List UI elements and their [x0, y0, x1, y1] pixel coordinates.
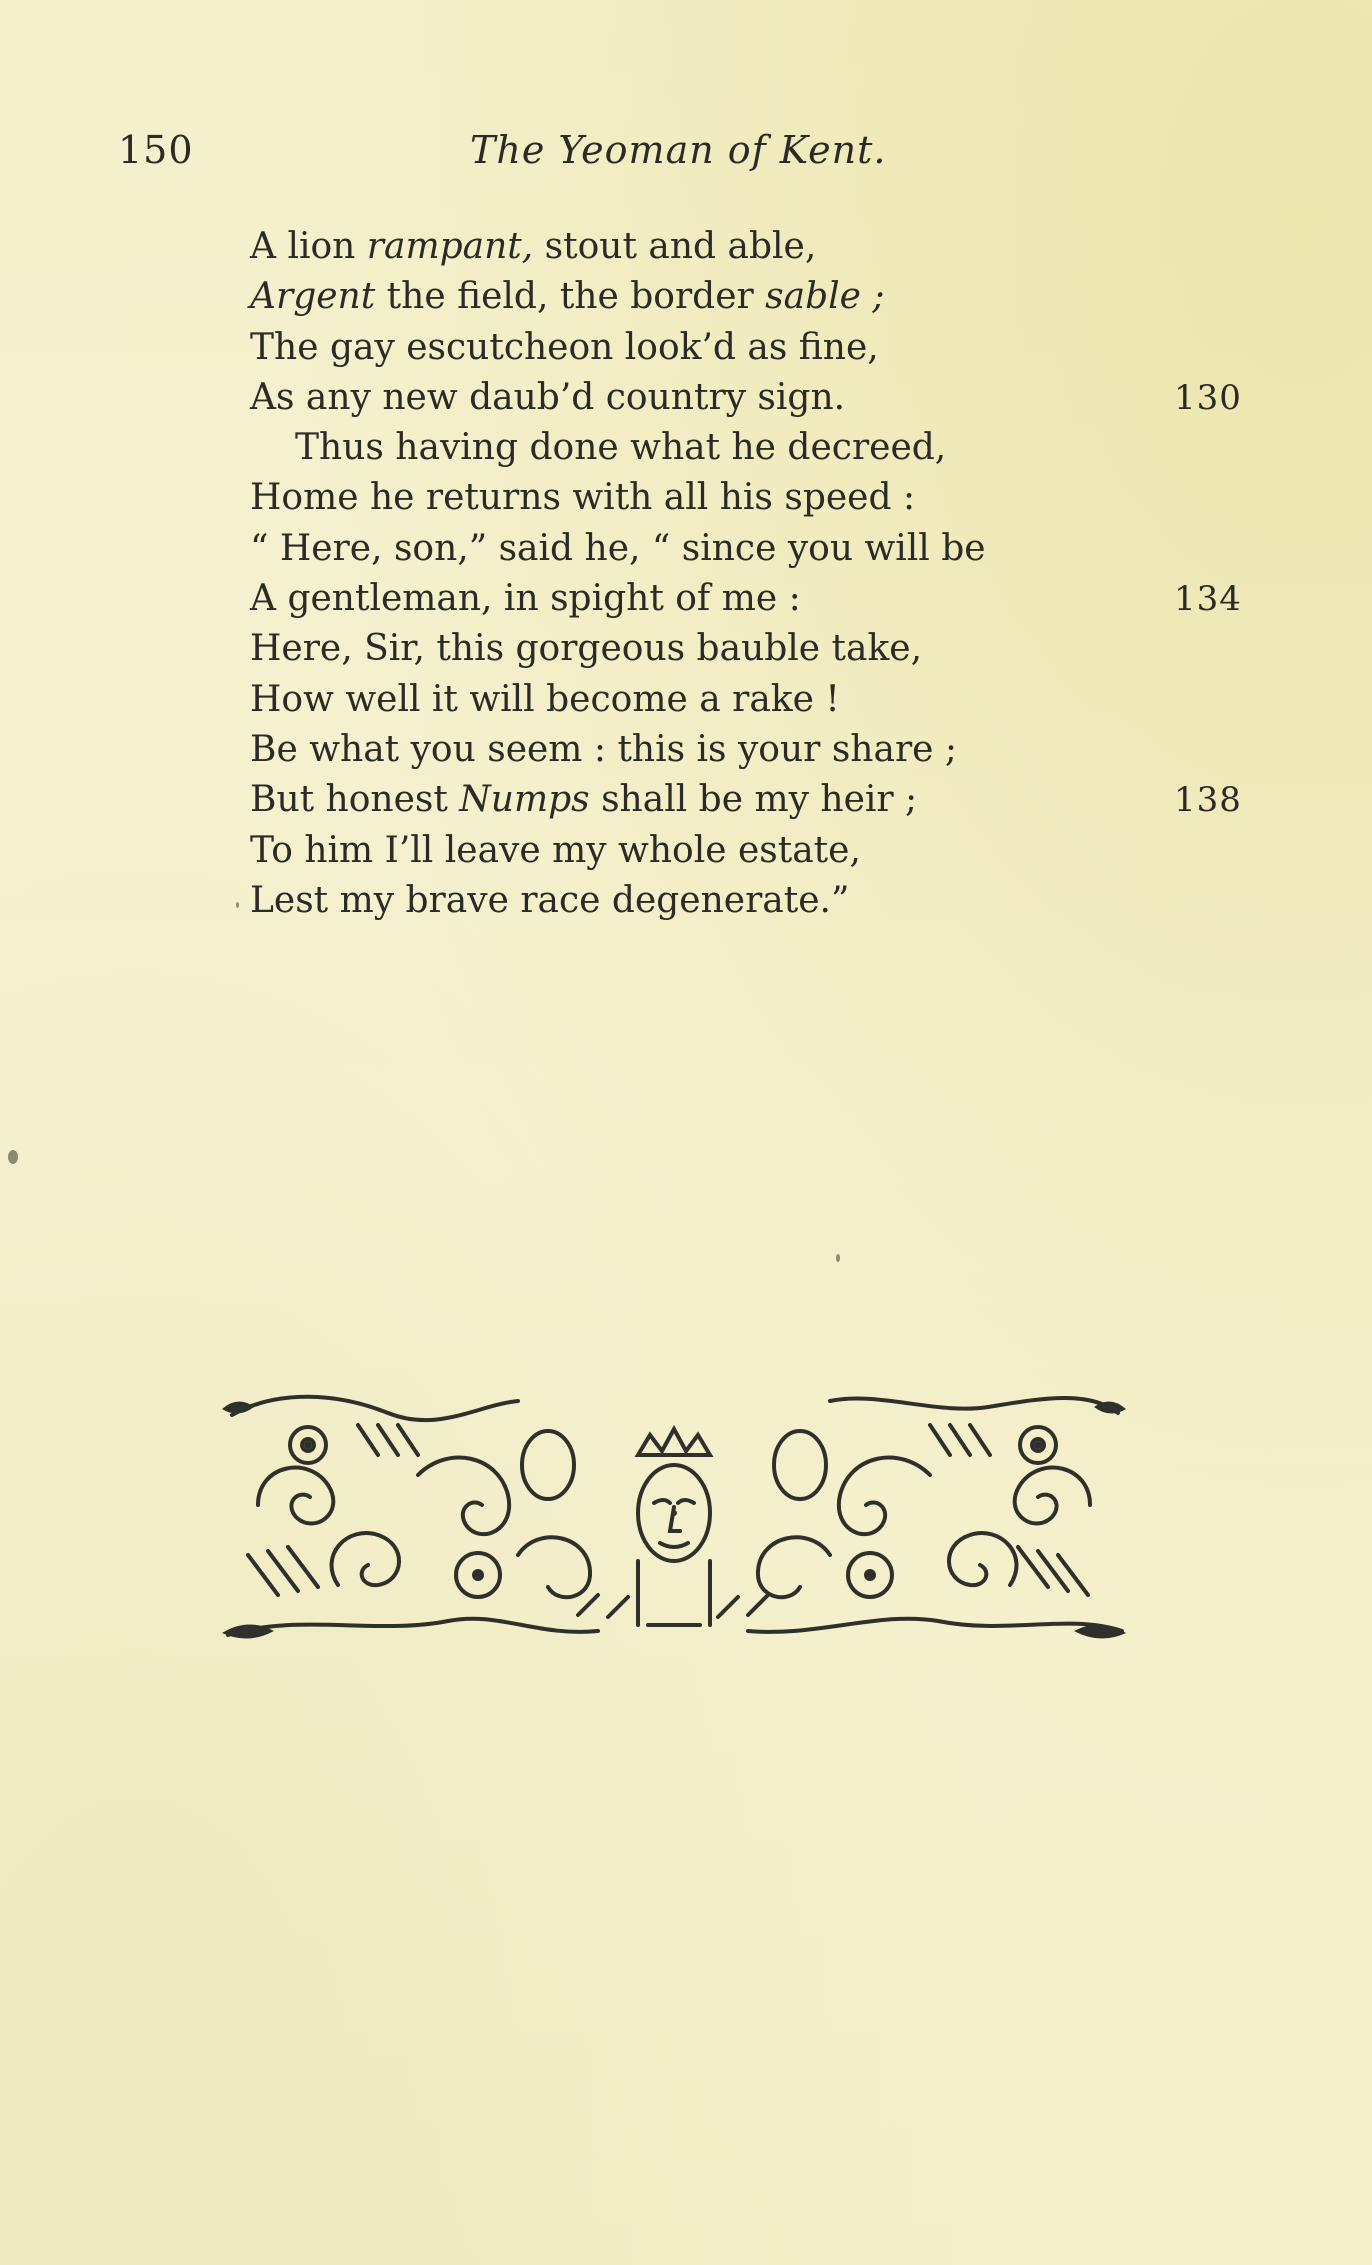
poem-line-text	[250, 276, 885, 317]
poem-line	[250, 876, 1250, 926]
line-number: 134	[1174, 579, 1242, 620]
poem-line	[250, 222, 1250, 272]
text-run: Lest my brave race degenerate.”	[250, 879, 850, 921]
poem-body	[250, 222, 1250, 926]
poem-line-text	[250, 578, 801, 619]
text-run: The gay escutcheon look’d as fine,	[250, 326, 879, 368]
text-run: Here, Sir, this gorgeous bauble take,	[250, 628, 923, 670]
running-head	[118, 128, 1238, 178]
poem-line	[250, 775, 1250, 825]
text-run: As any new daub’d country sign.	[250, 376, 846, 418]
poem-line	[250, 524, 1250, 574]
text-run: shall be my heir ;	[589, 779, 918, 821]
poem-line-text	[250, 880, 849, 921]
poem-line-text	[250, 779, 917, 820]
poem-line-text	[250, 226, 816, 267]
poem-line	[250, 675, 1250, 725]
text-run: How well it will become a rake !	[250, 678, 840, 720]
text-run: A lion	[250, 226, 367, 267]
text-run: stout and able,	[533, 226, 817, 267]
text-run: Be what you seem : this is your share ;	[250, 728, 958, 770]
poem-line	[250, 473, 1250, 523]
italic-phrase: Argent	[250, 276, 376, 318]
poem-line-text	[250, 679, 840, 720]
poem-line	[250, 826, 1250, 876]
italic-phrase: rampant,	[366, 226, 534, 267]
poem-line-text	[250, 628, 922, 669]
poem-line-text	[250, 377, 845, 418]
poem-line	[250, 272, 1250, 322]
line-number: 130	[1174, 377, 1242, 418]
text-run: the field, the border	[375, 276, 766, 318]
text-run: But honest	[250, 779, 460, 821]
text-run: A gentleman, in spight of me :	[250, 578, 801, 620]
poem-line-text	[250, 477, 915, 518]
poem-line	[250, 373, 1250, 423]
text-run: Thus having done what he decreed,	[295, 427, 947, 469]
paper-speck	[8, 1150, 18, 1164]
text-run: “ Here, son,” said he, “ since you will be	[250, 527, 986, 569]
poem-line	[250, 323, 1250, 373]
italic-phrase: sable ;	[765, 276, 885, 318]
poem-line-text	[250, 427, 946, 468]
paper-speck	[836, 1254, 840, 1262]
poem-line	[250, 725, 1250, 775]
line-number: 138	[1174, 780, 1242, 821]
text-run: To him I’ll leave my whole estate,	[250, 829, 861, 871]
page-number: 150	[118, 128, 194, 172]
poem-line	[250, 423, 1250, 473]
poem-line	[250, 624, 1250, 674]
book-title: The Yeoman of Kent.	[470, 128, 887, 172]
woodcut-tailpiece-icon	[218, 1385, 1130, 1653]
poem-line-text	[250, 327, 879, 368]
poem-line-text	[250, 528, 986, 569]
poem-line	[250, 574, 1250, 624]
poem-line-text	[250, 830, 861, 871]
italic-phrase: Numps	[459, 779, 590, 821]
poem-line-text	[250, 729, 957, 770]
text-run: Home he returns with all his speed :	[250, 477, 916, 519]
paper-speck	[236, 902, 239, 908]
